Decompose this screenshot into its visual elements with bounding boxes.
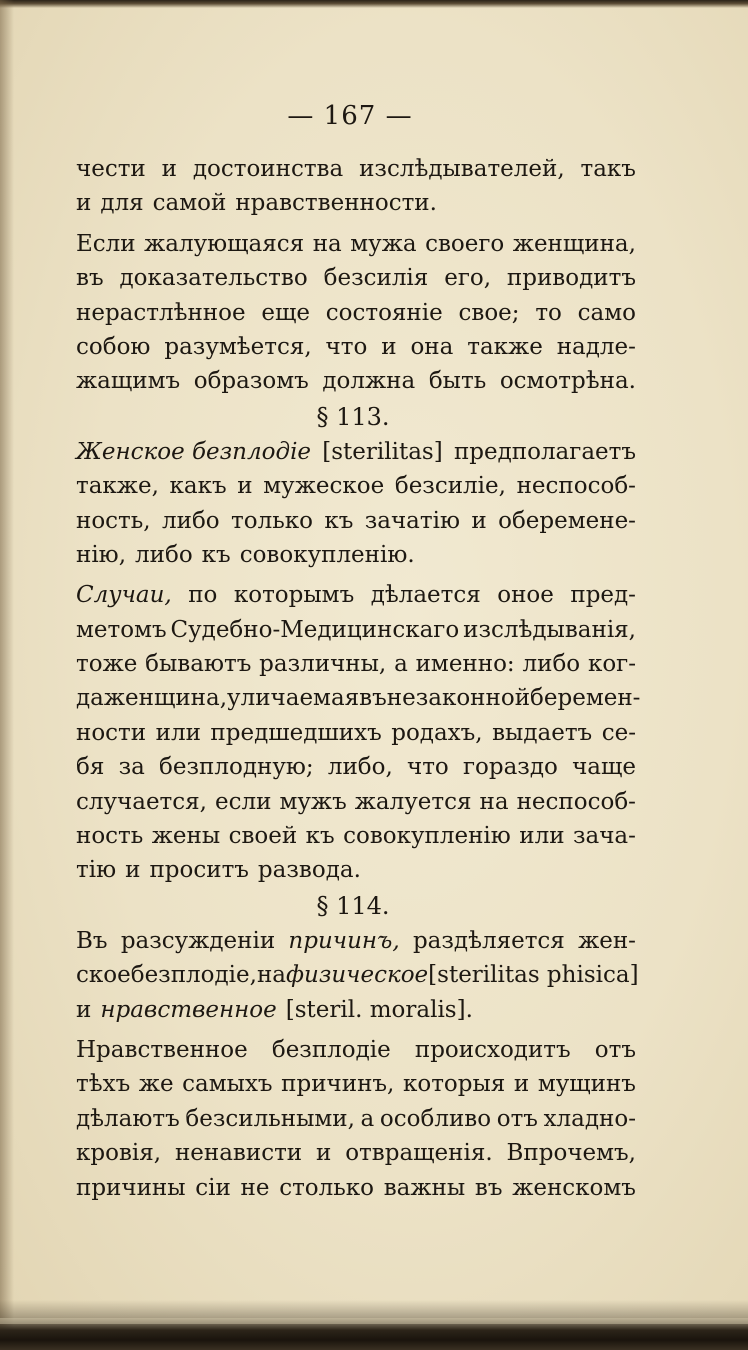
word: что (325, 333, 368, 360)
word: предполагаетъ (453, 438, 636, 465)
word: случается, (76, 788, 207, 815)
word: мужа (350, 230, 417, 257)
word: либо (135, 541, 193, 568)
word: бя (76, 754, 105, 781)
text-line (76, 785, 636, 819)
word: быть (428, 368, 487, 395)
word: Если (76, 230, 136, 257)
text-line (76, 469, 636, 503)
word: развода. (257, 857, 361, 884)
word: тію (76, 857, 117, 884)
word: которымъ (233, 582, 355, 609)
word: и (471, 507, 487, 534)
word: и (76, 190, 92, 217)
word: такъ (580, 156, 636, 182)
text-line (76, 681, 641, 715)
word: безсильными, (185, 1105, 355, 1132)
word: чаще (572, 754, 636, 781)
word: отвращенія. (345, 1140, 493, 1167)
italic-term: физическое (286, 962, 429, 989)
word: собою (76, 333, 151, 360)
word: изслѣдывателей, (359, 156, 565, 182)
text-line (76, 958, 639, 992)
word: его, (444, 265, 492, 292)
word: въ (359, 685, 387, 712)
word: тоже (76, 651, 138, 678)
word: на (479, 788, 509, 815)
page-number: — 167 — (287, 101, 413, 131)
text-line (76, 613, 636, 647)
text-line (76, 1067, 636, 1101)
text-line (76, 647, 636, 681)
page-bottom-edge-shadow (0, 1300, 748, 1350)
text-line (76, 227, 636, 261)
word: совокупленію (343, 823, 511, 850)
word: разумѣется, (164, 333, 312, 360)
word: безплодную; (159, 754, 314, 781)
page-left-edge-shadow (0, 0, 14, 1350)
word: и (125, 857, 141, 884)
word: именно: (415, 651, 515, 678)
text-line (76, 993, 636, 1027)
word: что (406, 754, 449, 781)
word: свое; (458, 299, 520, 326)
word: то (535, 299, 562, 326)
word: пред- (570, 582, 636, 609)
text-line (76, 1171, 636, 1205)
text-line (76, 261, 636, 295)
text-line (76, 330, 636, 364)
word: нію, (76, 541, 127, 568)
word: или (155, 719, 201, 746)
word: не (240, 1174, 270, 1201)
text-line (76, 186, 636, 220)
word: женщина, (512, 230, 636, 257)
word: жащимъ (76, 368, 181, 395)
word: женскомъ (512, 1174, 636, 1201)
word: же (138, 1071, 174, 1098)
latin-term: [sterilitas phisica] (428, 962, 639, 989)
word: отъ (594, 1036, 636, 1063)
word: осмотрѣна. (499, 368, 636, 395)
italic-term: Женское безплодіе (76, 438, 312, 465)
word: дѣлаютъ (76, 1105, 180, 1132)
text-line (76, 296, 636, 330)
word: либо, (327, 754, 393, 781)
word: и (513, 1071, 530, 1098)
word: а (394, 651, 408, 678)
word: безсилія (323, 265, 429, 292)
word: ность (76, 823, 144, 850)
word: еще (261, 299, 310, 326)
word: какъ (169, 473, 227, 500)
word: да (76, 685, 104, 712)
word: различны, (259, 651, 387, 678)
word: мужеское (263, 473, 385, 500)
text-line (76, 853, 636, 887)
word: женщина, (103, 685, 228, 712)
text-line (76, 538, 636, 572)
word: совокупленію. (239, 541, 415, 568)
word: которыя (402, 1071, 506, 1098)
word: надле- (556, 333, 636, 360)
word: по (188, 582, 218, 609)
text-line (76, 364, 636, 398)
word: она (410, 333, 454, 360)
italic-term: нравственное (100, 996, 277, 1023)
italic-term: причинъ, (288, 927, 400, 954)
word: отъ (496, 1105, 538, 1132)
word: Впрочемъ, (506, 1140, 636, 1167)
text-line (76, 924, 636, 958)
latin-term: [steril. moralis]. (285, 996, 473, 1023)
word: проситъ (149, 857, 249, 884)
word: для (100, 190, 144, 217)
word: се- (601, 719, 636, 746)
word: родахъ, (391, 719, 483, 746)
word: обеременe- (498, 507, 636, 534)
text-line (76, 1102, 636, 1136)
word: или (519, 823, 565, 850)
word: ность, (76, 507, 151, 534)
word: жены (151, 823, 221, 850)
word: и (76, 996, 92, 1023)
word: только (231, 507, 313, 534)
word: своего (425, 230, 505, 257)
word: ности (76, 719, 147, 746)
word: мущинъ (537, 1071, 636, 1098)
word: приводитъ (506, 265, 636, 292)
word: гораздо (462, 754, 558, 781)
word: доказательство (119, 265, 308, 292)
word: ког- (587, 651, 636, 678)
page-top-edge-shadow (0, 0, 748, 8)
text-line (76, 435, 636, 469)
word: и (381, 333, 397, 360)
word: сіи (195, 1174, 231, 1201)
word: неспособ- (516, 473, 636, 500)
word: важны (383, 1174, 466, 1201)
word: столько (279, 1174, 375, 1201)
word: своей (228, 823, 298, 850)
word: особливо (379, 1105, 492, 1132)
word: причины (76, 1174, 186, 1201)
word: само (577, 299, 636, 326)
page-text (76, 96, 641, 1205)
word: бываютъ (145, 651, 252, 678)
word: мужъ (279, 788, 347, 815)
word: уличаемая (227, 685, 360, 712)
page-bottom-band (0, 1318, 748, 1324)
word: также, (76, 473, 159, 500)
word: также (467, 333, 543, 360)
word: незаконной (386, 685, 531, 712)
word: за (118, 754, 145, 781)
word: дѣлается (370, 582, 481, 609)
word: изслѣдыванія, (463, 616, 636, 643)
word: неспособ- (516, 788, 636, 815)
word: происходитъ (414, 1036, 571, 1063)
word: зачатію (364, 507, 460, 534)
word: беремен- (530, 685, 641, 712)
text-line (76, 716, 636, 750)
word: нравственности. (235, 190, 437, 217)
word: къ (201, 541, 231, 568)
section-heading-114: § 114. (316, 891, 390, 920)
word: на (312, 230, 342, 257)
word: въ (474, 1174, 503, 1201)
word: въ (76, 265, 104, 292)
word: предшедшихъ (210, 719, 382, 746)
word: безплодіе (271, 1036, 391, 1063)
word: жен- (578, 927, 636, 954)
word: разсужденіи (120, 927, 276, 954)
word: тѣхъ (76, 1071, 131, 1098)
word: къ (324, 507, 354, 534)
italic-term: Случаи, (76, 582, 172, 609)
word: самыхъ (182, 1071, 273, 1098)
word: состояніе (325, 299, 443, 326)
latin-term: [sterilitas] (322, 438, 443, 465)
word: Въ (76, 927, 108, 954)
word: и (316, 1140, 332, 1167)
word: и (161, 156, 177, 182)
word: самой (152, 190, 227, 217)
word: къ (305, 823, 335, 850)
word: образомъ (193, 368, 309, 395)
word: Нравственное (76, 1036, 248, 1063)
text-line (76, 578, 636, 612)
word: если (215, 788, 272, 815)
text-line (76, 750, 636, 784)
word: кровія, (76, 1140, 162, 1167)
word: безсиліе, (394, 473, 506, 500)
word: на (256, 962, 286, 989)
word: ское (76, 962, 131, 989)
section-heading-113: § 113. (316, 402, 390, 431)
word: жалуется (354, 788, 472, 815)
word: должна (322, 368, 416, 395)
word: либо (162, 507, 220, 534)
word: зача- (572, 823, 636, 850)
word: оное (497, 582, 554, 609)
word: нерастлѣнное (76, 299, 246, 326)
word: причинъ, (281, 1071, 395, 1098)
word: и (237, 473, 253, 500)
word: либо (522, 651, 581, 678)
word: достоинства (192, 156, 344, 182)
word: а (360, 1105, 375, 1132)
word: ненависти (174, 1140, 303, 1167)
word: чести (76, 156, 146, 182)
word: жалующаяся (144, 230, 305, 257)
word: хладно- (543, 1105, 636, 1132)
text-line (76, 1136, 636, 1170)
text-line (76, 1033, 636, 1067)
text-line (76, 504, 636, 538)
word: метомъ (76, 616, 167, 643)
word: выдаетъ (492, 719, 593, 746)
word: раздѣляется (412, 927, 565, 954)
word: Судебно-Медицинскаго (170, 616, 460, 643)
text-line (76, 819, 636, 853)
text-line (76, 152, 636, 186)
word: безплодіе, (130, 962, 257, 989)
